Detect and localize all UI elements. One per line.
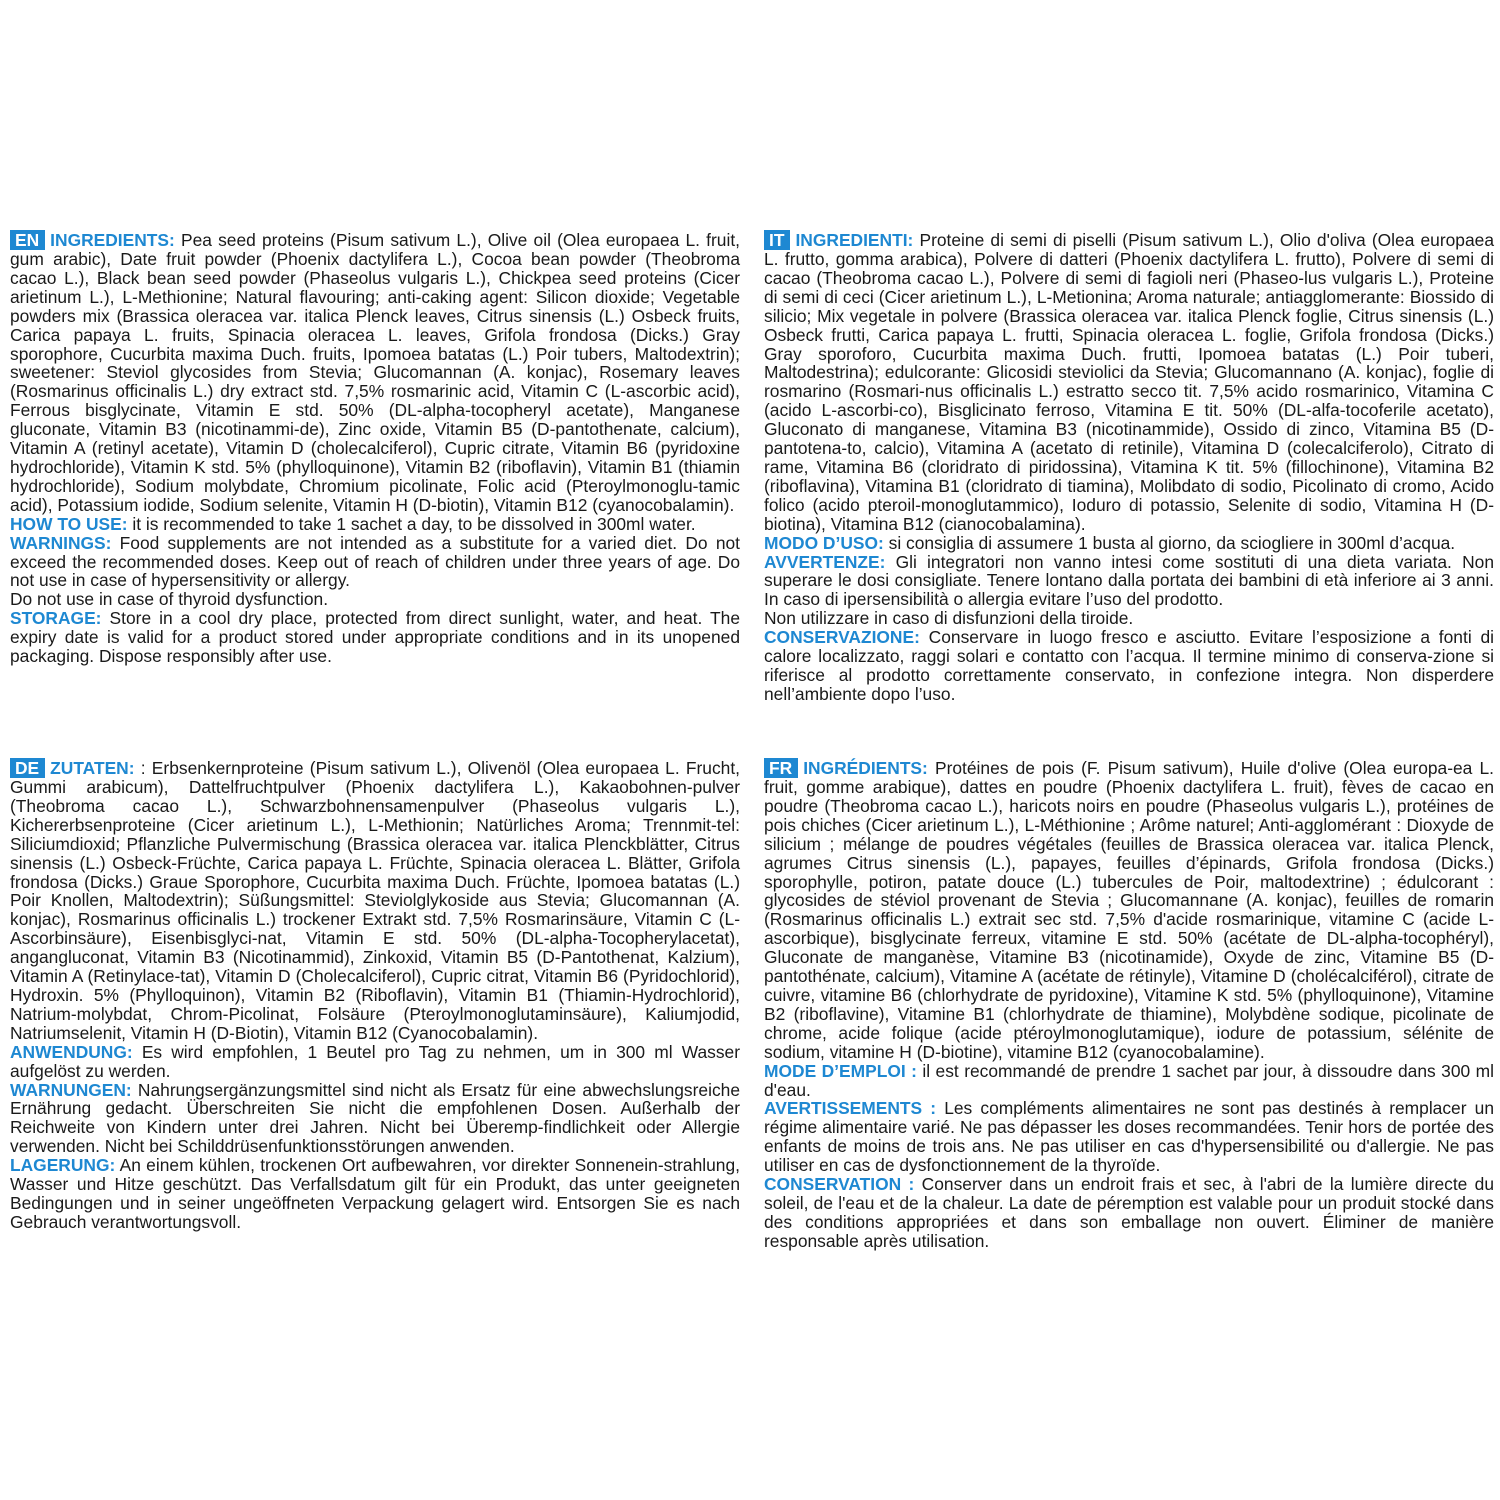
how-to-use-text: it is recommended to take 1 sachet a day, to be dissolved in 300ml water. — [127, 513, 696, 534]
how-to-use-paragraph — [10, 1043, 740, 1081]
warnings-heading: AVERTISSEMENTS : — [764, 1098, 937, 1119]
storage-paragraph — [764, 1175, 1494, 1251]
ingredients-paragraph — [10, 230, 740, 515]
ingredients-paragraph — [10, 758, 740, 1043]
ingredients-paragraph — [764, 230, 1494, 534]
how-to-use-heading: ANWENDUNG: — [10, 1041, 133, 1062]
storage-text: An einem kühlen, trockenen Ort aufbewahren, vor direkter Sonnenein-strahlung, Wasser und Hitze geschützt. Das Verfallsdatum gilt für ein Produkt, das unter geeigneten Bedingungen und in seiner ungeöffneten Verpackung gelagert wird. Entsorgen Sie es nach Gebrauch verantwortungsvoll. — [10, 1155, 740, 1232]
language-badge-en: EN — [10, 230, 45, 250]
storage-heading: CONSERVAZIONE: — [764, 627, 920, 648]
warnings-text-2: Do not use in case of thyroid dysfunction. — [10, 589, 329, 610]
warnings-paragraph — [10, 534, 740, 591]
how-to-use-heading: HOW TO USE: — [10, 513, 128, 534]
storage-paragraph — [764, 628, 1494, 704]
storage-text: Store in a cool dry place, protected from direct sunlight, water, and heat. The expiry date is valid for a product stored under appropriate conditions and in its unopened packaging. Dispose responsibly after use. — [10, 608, 740, 667]
ingredients-text: Protéines de pois (F. Pisum sativum), Huile d'olive (Olea europa-ea L. fruit, gomme arabique), dattes en poudre (Phoenix dactylifera L. fruit), fèves de cacao en poudre (Theobroma cacao L.), haricots noirs en poudre (Phaseolus vulgaris L.), protéines de pois chiches (Cicer arietinum L.), L-Méthionine ; Arôme naturel; Anti-agglomérant : Dioxyde de silicium ; mélange de poudres végétales (feuilles de Brassica oleracea var. italica Plenck, agrumes Citrus sinensis (L.), papayes, feuilles d’épinards, Grifola frondosa (Dicks.) sporophylle, potiron, patate douce (L.) tubercules de Poir, maltodextrine) ; édulcorant : glycosides de stéviol provenant de Stevia ; Glucomannane (A. konjac), feuilles de romarin (Rosmarinus officinalis L.) extrait sec std. 7,5% d'acide rosmarinique, vitamine C (acide L-ascorbique), bisglycinate ferreux, vitamine E std. 50% (acétate de DL-alpha-tocophéryl), Gluconate de manganèse, Vitamine B3 (nicotinamide), Oxyde de zinc, Vitamine B5 (D-pantothénate, calcium), Vitamine A (acétate de rétinyle), Vitamine D (cholécalciférol), citrate de cuivre, vitamine B6 (chlorhydrate de pyridoxine), Vitamine K std. 5% (phylloquinone), Vitamine B2 (riboflavine), Vitamine B1 (chlorhydrate de thiamine), Molybdène sodique, picolinate de chrome, acide folique (acide ptéroylmonoglutamique), iodure de potassium, sélénite de sodium, vitamine H (D-biotine), vitamine B12 (cyanocobalamine). — [764, 758, 1494, 1062]
ingredients-text: : Erbsenkernproteine (Pisum sativum L.), Olivenöl (Olea europaea L. Frucht, Gummi arabicum), Dattelfruchtpulver (Phoenix dactylifera L.), Kakaobohnen-pulver (Theobroma cacao L.), Schwarzbohnensamenpulver (Phaseolus vulgaris L.), Kichererbsenproteine (Cicer arietinum L.), L-Methionin; Natürliches Aroma; Trennmit-tel: Siliciumdioxid; Pflanzliche Pulvermischung (Brassica oleracea var. italica Plenckblätter, Citrus sinensis (L.) Osbeck-Früchte, Carica papaya L. Früchte, Spinacia oleracea L. Blätter, Grifola frondosa (Dicks.) Graue Sporophore, Cucurbita maxima Duch. Früchte, Ipomoea batatas (L.) Poir Knollen, Maltodextrin); Süßungsmittel: Steviolglykoside aus Stevia; Glucomannan (A. konjac), Rosmarinus officinalis L.) trockener Extrakt std. 7,5% Rosmarinsäure, Vitamin C (L-Ascorbinsäure), Eisenbisglyci-nat, Vitamin E std. 50% (DL-alpha-Tocopherylacetat), angangluconat, Vitamin B3 (Nicotinammid), Zinkoxid, Vitamin B5 (D-Pantothenat, Kalzium), Vitamin A (Retinylace-tat), Vitamin D (Cholecalciferol), Cupric citrat, Vitamin B6 (Pyridochlorid), Hydroxin. 5% (Phylloquinon), Vitamin B2 (Riboflavin), Vitamin B1 (Thiamin-Hydrochlorid), Natrium-molybdat, Chrom-Picolinat, Folsäure (Pteroylmonoglutaminsäure), Kaliumjodid, Natriumselenit, Vitamin H (D-Biotin), Vitamin B12 (Cyanocobalamin). — [10, 758, 740, 1043]
ingredients-paragraph — [764, 758, 1494, 1062]
warnings-heading: AVVERTENZE: — [764, 551, 886, 572]
how-to-use-text: il est recommandé de prendre 1 sachet par jour, à dissoudre dans 300 ml d'eau. — [764, 1060, 1494, 1100]
storage-paragraph — [10, 609, 740, 666]
how-to-use-paragraph — [10, 515, 740, 534]
warnings-heading: WARNINGS: — [10, 532, 112, 553]
french-section — [764, 758, 1494, 1251]
how-to-use-text: Es wird empfohlen, 1 Beutel pro Tag zu nehmen, um in 300 ml Wasser aufgelöst zu werden. — [10, 1041, 740, 1081]
storage-heading: CONSERVATION : — [764, 1174, 915, 1195]
ingredients-heading: INGREDIENTS: — [50, 230, 175, 250]
warnings-paragraph — [10, 1081, 740, 1157]
warnings-paragraph-2 — [764, 609, 1494, 628]
ingredients-heading: ZUTATEN: — [50, 758, 135, 778]
warnings-paragraph — [764, 553, 1494, 610]
language-badge-fr: FR — [764, 758, 798, 778]
how-to-use-paragraph — [764, 534, 1494, 553]
ingredients-heading: INGRÉDIENTS: — [803, 758, 928, 778]
language-badge-de: DE — [10, 758, 45, 778]
warnings-paragraph-2 — [10, 590, 740, 609]
german-section — [10, 758, 740, 1232]
ingredients-text: Proteine di semi di piselli (Pisum sativum L.), Olio d'oliva (Olea europaea L. frutto, gomma arabica), Polvere di datteri (Phoenix dactylifera L. frutto), Polvere di semi di cacao (Theobroma cacao L.), Polvere di semi di fagioli neri (Phaseo-lus vulgaris L.), Proteine di semi di ceci (Cicer arietinum L.), L-Metionina; Aroma naturale; antiagglomerante: Biossido di silicio; Mix vegetale in polvere (Brassica oleracea var. italica Plenck foglie, Citrus sinensis (L.) Osbeck frutti, Carica papaya L. frutti, Spinacia oleracea L. foglie, Grifola frondosa (Dicks.) Gray sporoforo, Cucurbita maxima Duch. frutti, Ipomoea batatas (L.) Poir tuberi, Maltodestrina); edulcorante: Glicosidi steviolici da Stevia; Glucomannano (A. konjac), foglie di rosmarino (Rosmari-nus officinalis L.) estratto secco tit. 7,5% acido rosmarinico, Vitamina C (acido L-ascorbi-co), Bisglicinato ferroso, Vitamina E tit. 50% (DL-alfa-tocoferile acetato), Gluconato di manganese, Vitamina B3 (nicotinammide), Ossido di zinco, Vitamina B5 (D-pantotena-to, calcio), Vitamina A (acetato di retinile), Vitamina D (colecalciferolo), Citrato di rame, Vitamina B6 (cloridrato di piridossina), Vitamina K tit. 5% (fillochinone), Vitamina B2 (riboflavina), Vitamina B1 (cloridrato di tiamina), Molibdato di sodio, Picolinato di cromo, Acido folico (acido pteroil-monoglutammico), Ioduro di potassio, Selenite di sodio, Vitamina H (D-biotina), Vitamina B12 (cianocobalamina). — [764, 230, 1494, 534]
storage-heading: LAGERUNG: — [10, 1155, 116, 1176]
ingredients-text: Pea seed proteins (Pisum sativum L.), Olive oil (Olea europaea L. fruit, gum arabic), Date fruit powder (Phoenix dactylifera L.), Cocoa bean powder (Theobroma cacao L.), Black bean seed powder (Phaseolus vulgaris L.), Chickpea seed proteins (Cicer arietinum L.), L-Methionine; Natural flavouring; anti-caking agent: Silicon dioxide; Vegetable powders mix (Brassica oleracea var. italica Plenck leaves, Citrus sinensis (L.) Osbeck fruits, Carica papaya L. fruits, Spinacia oleracea L. leaves, Grifola frondosa (Dicks.) Gray sporophore, Cucurbita maxima Duch. fruits, Ipomoea batatas (L.) Poir tubers, Maltodextrin); sweetener: Steviol glycosides from Stevia; Glucomannan (A. konjac), Rosemary leaves (Rosmarinus officinalis L.) dry extract std. 7,5% rosmarinic acid, Vitamin C (L-ascorbic acid), Ferrous bisglycinate, Vitamin E std. 50% (DL-alpha-tocopheryl acetate), Manganese gluconate, Vitamin B3 (nicotinammi-de), Zinc oxide, Vitamin B5 (D-pantothenate, calcium), Vitamin A (retinyl acetate), Vitamin D (cholecalciferol), Cupric citrate, Vitamin B6 (pyridoxine hydrochloride), Vitamin K std. 5% (phylloquinone), Vitamin B2 (riboflavin), Vitamin B1 (thiamin hydrochloride), Sodium molybdate, Chromium picolinate, Folic acid (Pteroylmonoglu-tamic acid), Potassium iodide, Sodium selenite, Vitamin H (D-biotin), Vitamin B12 (cyanocobalamin). — [10, 230, 740, 515]
storage-text: Conservare in luogo fresco e asciutto. Evitare l’esposizione a fonti di calore localizzato, raggi solari e contatto con l’acqua. Il termine minimo di conserva-zione si riferisce al prodotto correttamente conservato, in confezione integra. Non disperdere nell’ambiente dopo l’uso. — [764, 627, 1494, 704]
warnings-paragraph — [764, 1099, 1494, 1175]
warnings-heading: WARNUNGEN: — [10, 1079, 132, 1100]
warnings-text: Les compléments alimentaires ne sont pas destinés à remplacer un régime alimentaire varié. Ne pas dépasser les doses recommandées. Tenir hors de portée des enfants de moins de trois ans. Ne pas utiliser en cas d'hypersensibilité ou d'allergie. Ne pas utiliser en cas de dysfonctionnement de la thyroïde. — [764, 1098, 1494, 1176]
how-to-use-heading: MODE D’EMPLOI : — [764, 1060, 917, 1081]
storage-text: Conserver dans un endroit frais et sec, à l'abri de la lumière directe du soleil, de l'eau et de la chaleur. La date de péremption est valable pour un produit stocké dans des conditions appropriées et dans son emballage non ouvert. Éliminer de manière responsable après utilisation. — [764, 1174, 1495, 1251]
warnings-text: Gli integratori non vanno intesi come sostituti di una dieta variata. Non superare le dosi consigliate. Tenere lontano dalla portata dei bambini di età inferiore ai 3 anni. In caso di ipersensibilità o allergia evitare l’uso del prodotto. — [764, 551, 1494, 610]
how-to-use-heading: MODO D’USO: — [764, 532, 884, 553]
language-badge-it: IT — [764, 230, 790, 250]
how-to-use-paragraph — [764, 1062, 1494, 1100]
warnings-text: Food supplements are not intended as a substitute for a varied diet. Do not exceed the recommended doses. Keep out of reach of children under three years of age. Do not use in case of hypersensitivity or allergy. — [10, 532, 740, 591]
italian-section — [764, 230, 1494, 704]
storage-heading: STORAGE: — [10, 608, 102, 629]
ingredients-heading: INGREDIENTI: — [795, 230, 914, 250]
how-to-use-text: si consiglia di assumere 1 busta al giorno, da sciogliere in 300ml d’acqua. — [883, 532, 1456, 553]
storage-paragraph — [10, 1156, 740, 1232]
warnings-text-2: Non utilizzare in caso di disfunzioni della tiroide. — [764, 608, 1134, 629]
warnings-text: Nahrungsergänzungsmittel sind nicht als Ersatz für eine abwechslungsreiche Ernährung gedacht. Überschreiten Sie nicht die empfohlenen Dosen. Außerhalb der Reichweite von Kindern unter drei Jahren. Nicht bei Überemp-findlichkeit oder Allergie verwenden. Nicht bei Schilddrüsenfunktionsstörungen anwenden. — [10, 1079, 740, 1157]
english-section — [10, 230, 740, 666]
